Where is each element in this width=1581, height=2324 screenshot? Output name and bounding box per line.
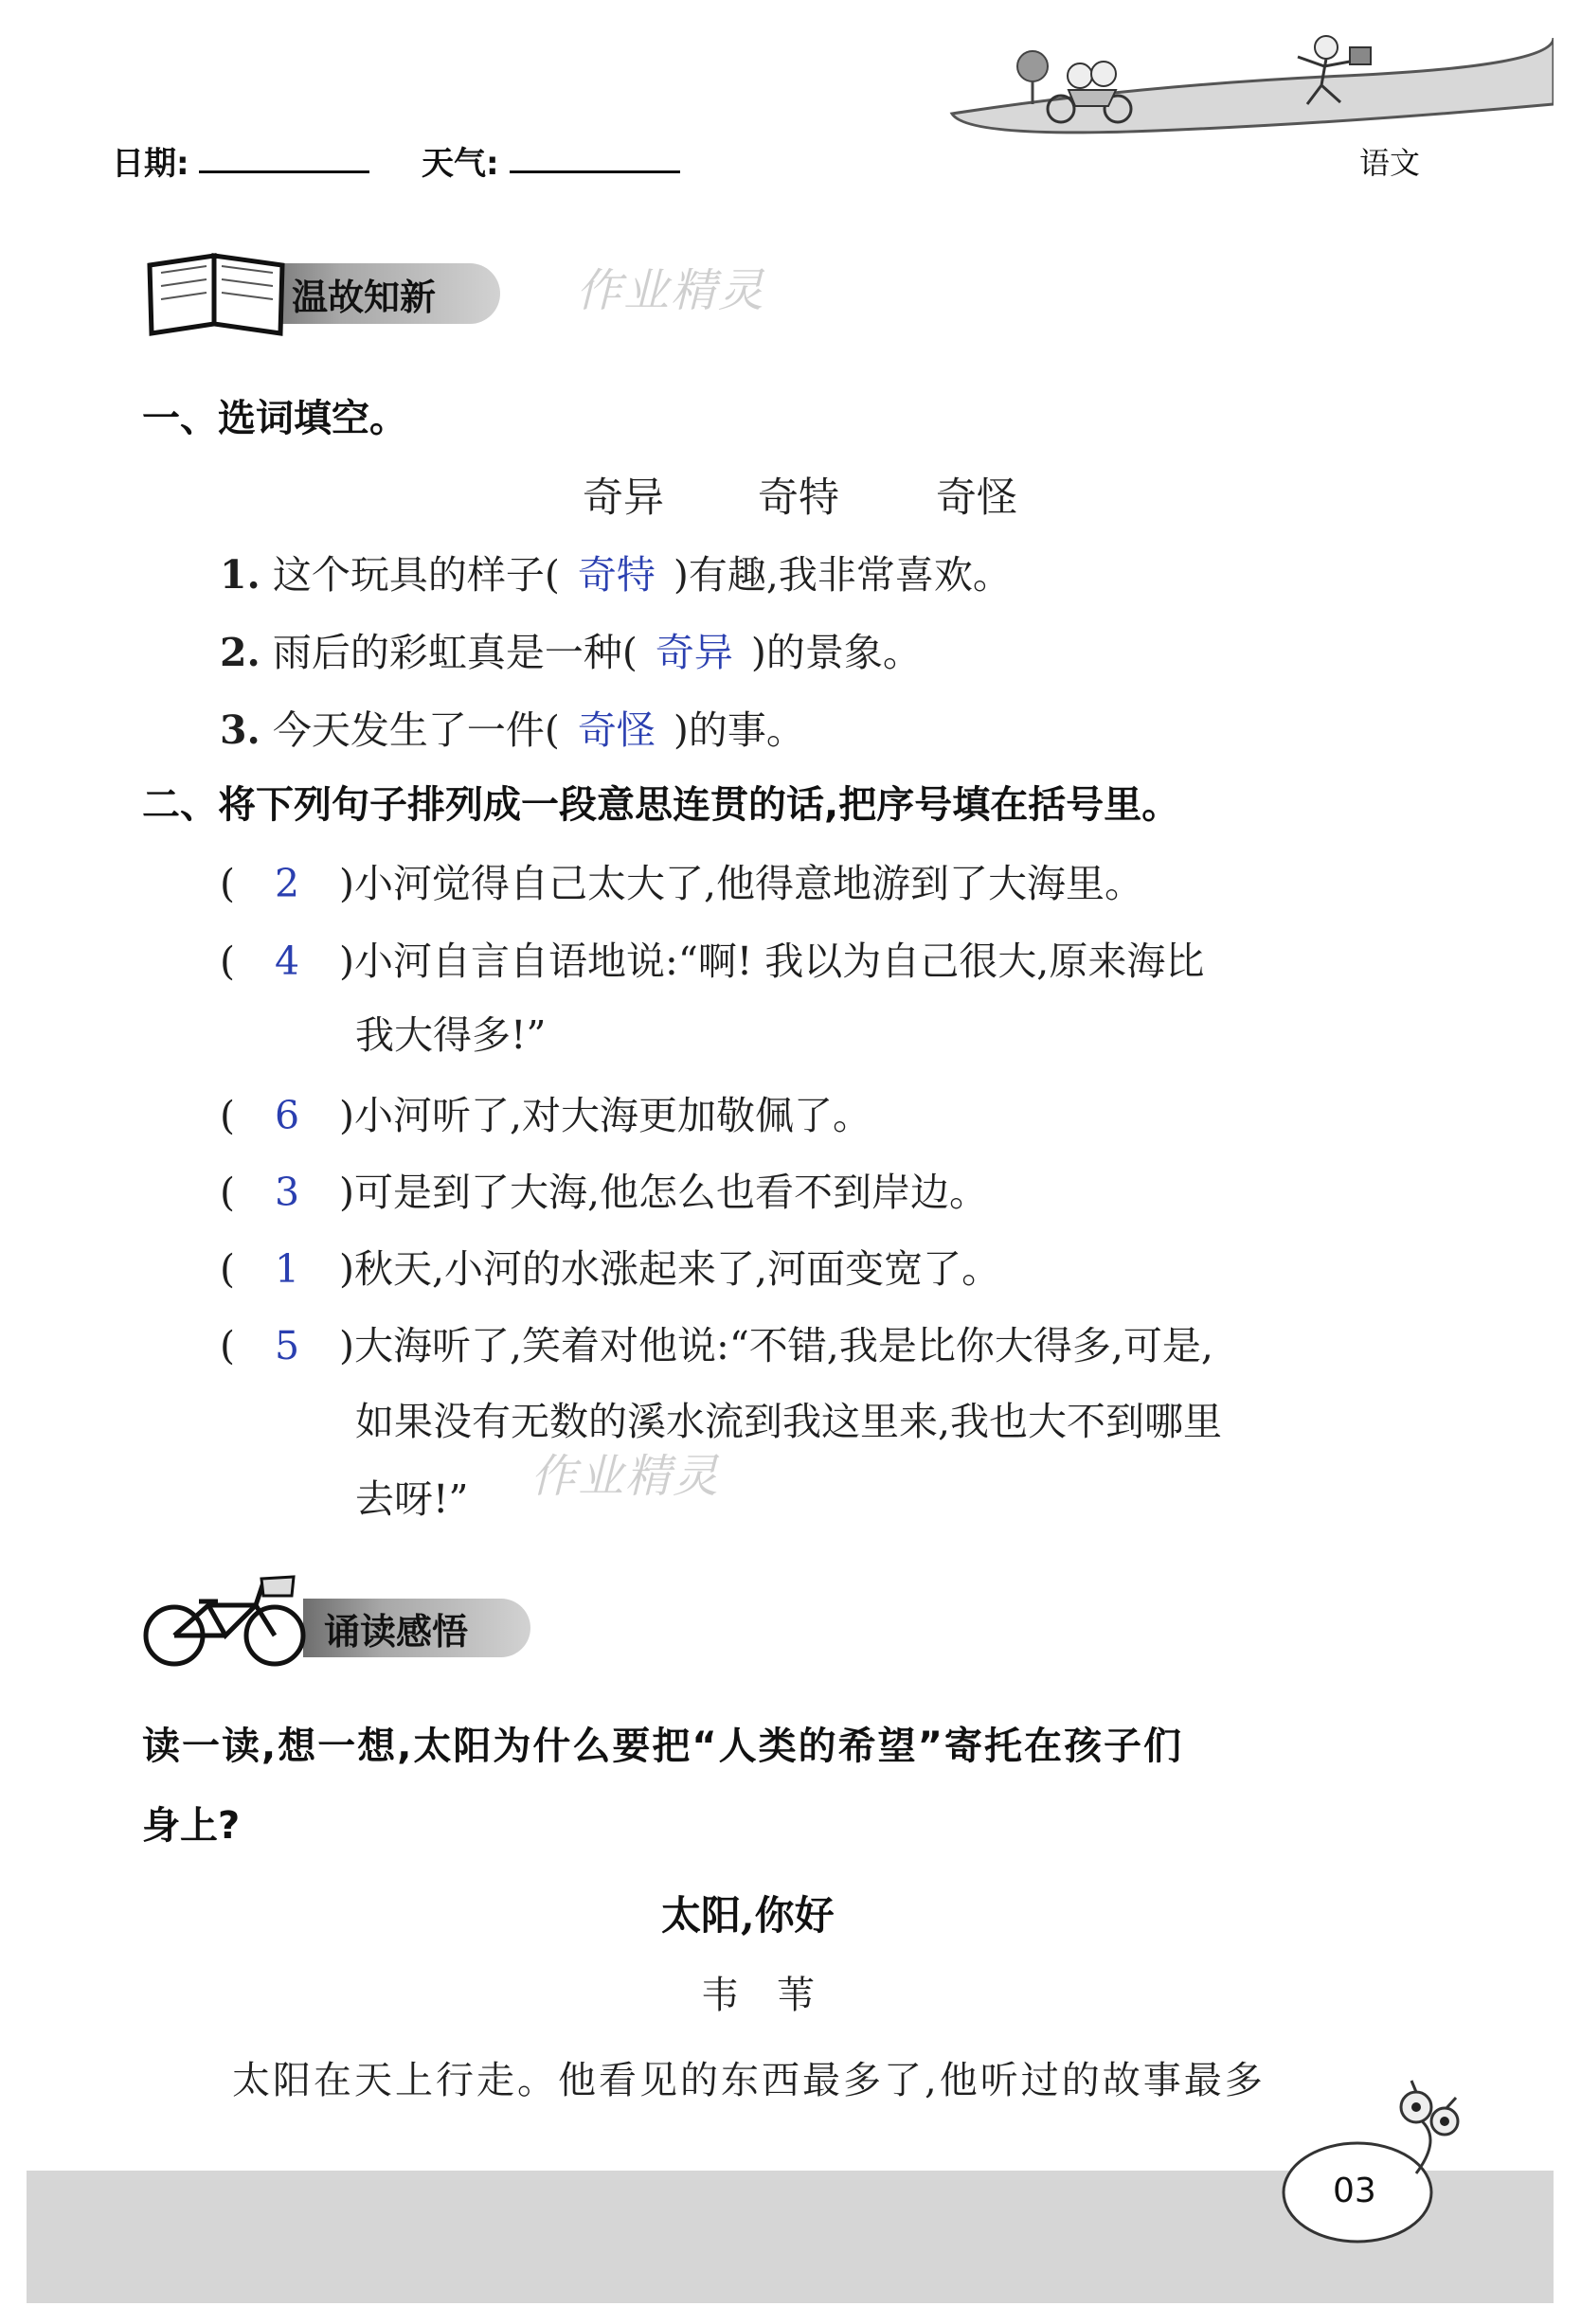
bicycle-icon: [142, 1567, 313, 1671]
q1-option-2: 奇特: [758, 474, 839, 522]
q2-item-1-text: 小河觉得自己太大了,他得意地游到了大海里。: [354, 861, 1144, 906]
watermark-middle: 作业精灵: [530, 1450, 721, 1503]
q1-item-2-number: 2.: [220, 630, 261, 675]
section2-banner: [142, 1567, 530, 1671]
subject-label: 语文: [1359, 145, 1421, 181]
q2-item-6: ( 5 )大海听了,笑着对他说:“不错,我是比你大得多,可是,: [220, 1323, 1213, 1368]
q2-item-5: ( 1 )秋天,小河的水涨起来了,河面变宽了。: [220, 1246, 1001, 1292]
snail-icon: [1274, 2079, 1482, 2249]
date-blank-line[interactable]: [199, 170, 369, 173]
q1-item-3-after: )的事。: [673, 707, 805, 753]
q2-item-2: ( 4 )小河自言自语地说:“啊! 我以为自己很大,原来海比: [220, 939, 1205, 984]
q1-item-1-number: 1.: [220, 552, 261, 598]
weather-label: 天气:: [422, 145, 499, 183]
q2-item-4: ( 3 )可是到了大海,他怎么也看不到岸边。: [220, 1170, 989, 1215]
q1-item-3-number: 3.: [220, 707, 261, 753]
poem-first-line: 太阳在天上行走。他看见的东西最多了,他听过的故事最多: [232, 2059, 1266, 2102]
date-label: 日期:: [112, 145, 189, 183]
q1-item-3: [220, 699, 805, 755]
q2-item-6-text: 大海听了,笑着对他说:“不错,我是比你大得多,可是,: [354, 1323, 1213, 1368]
weather-blank-line[interactable]: [510, 170, 680, 173]
q2-item-2-text: 小河自言自语地说:“啊! 我以为自己很大,原来海比: [354, 939, 1205, 984]
q2-item-2-answer[interactable]: 4: [274, 939, 300, 984]
reading-prompt-line-2: 身上?: [142, 1804, 241, 1848]
q2-item-6-answer[interactable]: 5: [274, 1323, 300, 1368]
q1-item-2-before: 雨后的彩虹真是一种(: [272, 630, 638, 675]
q1-option-3: 奇怪: [936, 474, 1017, 522]
q2-item-5-text: 秋天,小河的水涨起来了,河面变宽了。: [354, 1246, 1001, 1292]
reading-prompt-line-1: 读一读,想一想,太阳为什么要把“人类的希望”寄托在孩子们: [142, 1725, 1183, 1768]
page-number-badge: [1274, 2079, 1482, 2249]
q2-title: 二、将下列句子排列成一段意思连贯的话,把序号填在括号里。: [142, 783, 1180, 827]
q2-item-5-answer[interactable]: 1: [274, 1246, 300, 1292]
q2-item-4-answer[interactable]: 3: [274, 1170, 300, 1215]
q1-item-3-before: 今天发生了一件(: [272, 707, 560, 753]
q2-item-3-answer[interactable]: 6: [274, 1093, 300, 1138]
q1-item-1: [220, 544, 1012, 599]
book-icon: [140, 246, 292, 336]
section2-title: 诵读感悟: [324, 1610, 469, 1653]
header-illustration: [947, 19, 1554, 142]
section1-title: 温故知新: [292, 276, 437, 318]
page-number: 03: [1333, 2172, 1376, 2210]
poem-title: 太阳,你好: [661, 1892, 835, 1939]
q2-item-4-text: 可是到了大海,他怎么也看不到岸边。: [354, 1170, 989, 1215]
q1-title: 一、选词填空。: [142, 397, 407, 440]
q1-item-1-after: )有趣,我非常喜欢。: [673, 552, 1012, 598]
q1-item-2-answer[interactable]: 奇异: [655, 630, 733, 675]
q2-item-3: ( 6 )小河听了,对大海更加敬佩了。: [220, 1093, 872, 1138]
q1-item-3-answer[interactable]: 奇怪: [577, 707, 656, 753]
kids-on-hill-icon: [947, 19, 1554, 142]
q2-item-6-continued-1: 如果没有无数的溪水流到我这里来,我也大不到哪里: [355, 1399, 1223, 1444]
q2-item-2-continued: 我大得多!”: [355, 1012, 547, 1058]
q1-item-1-before: 这个玩具的样子(: [272, 552, 560, 598]
q2-item-1: ( 2 )小河觉得自己太大了,他得意地游到了大海里。: [220, 861, 1144, 906]
q1-item-2: [220, 621, 922, 677]
poem-author: 韦 苇: [701, 1974, 815, 2017]
q2-item-1-answer[interactable]: 2: [274, 861, 300, 906]
section1-banner: [140, 246, 500, 336]
q1-item-1-answer[interactable]: 奇特: [577, 552, 656, 598]
watermark-top: 作业精灵: [576, 264, 766, 317]
q1-item-2-after: )的景象。: [750, 630, 922, 675]
q1-option-1: 奇异: [583, 474, 664, 522]
q2-item-3-text: 小河听了,对大海更加敬佩了。: [354, 1093, 872, 1138]
q2-item-6-continued-2: 去呀!”: [355, 1476, 469, 1522]
